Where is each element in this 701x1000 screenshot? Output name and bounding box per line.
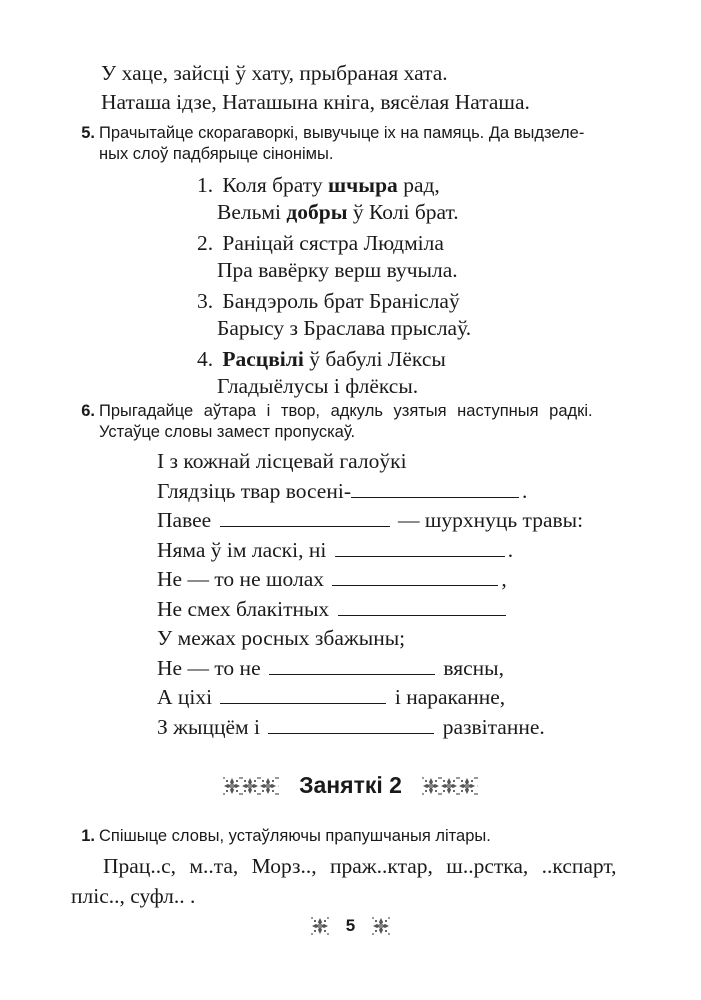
fill-in-blank[interactable] [332, 584, 498, 586]
poem-line [157, 654, 583, 684]
tongue-twister-4 [197, 346, 471, 400]
exercise-line: пліс.., суфл.. . [71, 884, 196, 908]
fill-in-blank[interactable] [335, 555, 505, 557]
fill-in-blank[interactable] [220, 525, 390, 527]
poem-line [157, 595, 583, 625]
task-1-instruction [63, 826, 643, 847]
page-footer [0, 916, 701, 936]
ornament-icon [422, 777, 478, 795]
poem-line [157, 477, 583, 507]
task-text: Спішыце словы, устаўляючы прапушчаныя літары. [99, 827, 491, 845]
highlighted-word: Расцвілі [222, 347, 304, 371]
page-number: 5 [345, 916, 356, 935]
task-text: ных слоў падбярыце сінонімы. [99, 145, 334, 163]
exercise-words [71, 851, 671, 911]
task-text: Устаўце словы замест пропускаў. [99, 423, 356, 441]
text: Гладыёлусы і флёксы. [217, 374, 419, 398]
item-index: 1. [197, 173, 214, 197]
task-number: 1. [81, 827, 95, 845]
text: Раніцай сястра Людміла [222, 231, 444, 255]
text: — шурхнуць травы: [392, 508, 584, 532]
text: Вельмі [217, 200, 287, 224]
ornament-icon [311, 917, 329, 935]
text-line: Наташа ідзе, Наташына кніга, вясёлая Наташа. [101, 90, 530, 114]
poem [157, 447, 583, 742]
task-text: Прачытайце скорагаворкі, вывучыце іх на памяць. Да выдзеле- [99, 124, 585, 142]
fill-in-blank[interactable] [269, 673, 435, 675]
text: Не — то не шолах [157, 567, 330, 591]
text-line: У хаце, зайсці ў хату, прыбраная хата. [101, 61, 448, 85]
ornament-icon [223, 777, 279, 795]
highlighted-word: шчыра [328, 173, 398, 197]
text: Бандэроль брат Браніслаў [222, 289, 460, 313]
section-header [0, 772, 701, 799]
text: ў Колі брат. [347, 200, 459, 224]
fill-in-blank[interactable] [268, 732, 434, 734]
poem-line [157, 506, 583, 536]
tongue-twister-1 [197, 172, 471, 226]
task-number: 5. [81, 124, 95, 142]
poem-line [157, 565, 583, 595]
text: І з кожнай лісцевай галоўкі [157, 449, 407, 473]
fill-in-blank[interactable] [338, 614, 506, 616]
text: , [501, 567, 507, 591]
tongue-twister-2 [197, 230, 471, 284]
poem-line [157, 713, 583, 743]
item-index: 2. [197, 231, 214, 255]
text: вясны, [437, 655, 504, 680]
task-text: Прыгадайце аўтара і твор, адкуль узятыя наступныя радкі. [99, 402, 593, 420]
poem-line [157, 536, 583, 566]
fill-in-blank[interactable] [220, 702, 386, 704]
ornament-icon [372, 917, 390, 935]
text: . [522, 478, 528, 503]
poem-line [157, 624, 583, 654]
section-title: Заняткі 2 [299, 772, 402, 798]
item-index: 4. [197, 347, 214, 371]
text: А ціхі [157, 685, 218, 709]
text: Коля брату [222, 173, 329, 197]
text: Не смех блакітных [157, 596, 335, 621]
text: Няма ў ім ласкі, ні [157, 537, 332, 562]
text: Барысу з Браслава прыслаў. [217, 316, 472, 340]
text: З жыццём і [157, 714, 266, 739]
item-index: 3. [197, 289, 214, 313]
text: Павее [157, 508, 217, 532]
text: У межах росных збажыны; [157, 626, 406, 650]
task-6-instruction [63, 401, 643, 443]
tongue-twister-3 [197, 288, 471, 342]
text: рад, [397, 173, 440, 197]
text: Глядзіць твар восені- [157, 478, 351, 503]
poem-line [157, 447, 583, 477]
poem-line [157, 683, 583, 713]
text: ў бабулі Лёксы [303, 347, 446, 371]
exercise-line: Прац..с, м..та, Морз.., праж..ктар, ш..рстка, ..кспарт, [103, 854, 617, 878]
text: развітанне. [437, 714, 545, 739]
fill-in-blank[interactable] [351, 496, 519, 498]
highlighted-word: добры [286, 200, 348, 224]
text: і нараканне, [389, 685, 506, 709]
text: . [507, 537, 514, 562]
tongue-twisters [197, 172, 471, 400]
text: Не — то не [157, 655, 266, 680]
text: Пра вавёрку верш вучыла. [217, 258, 458, 282]
task-5-instruction [63, 123, 643, 165]
task-number: 6. [81, 402, 95, 420]
